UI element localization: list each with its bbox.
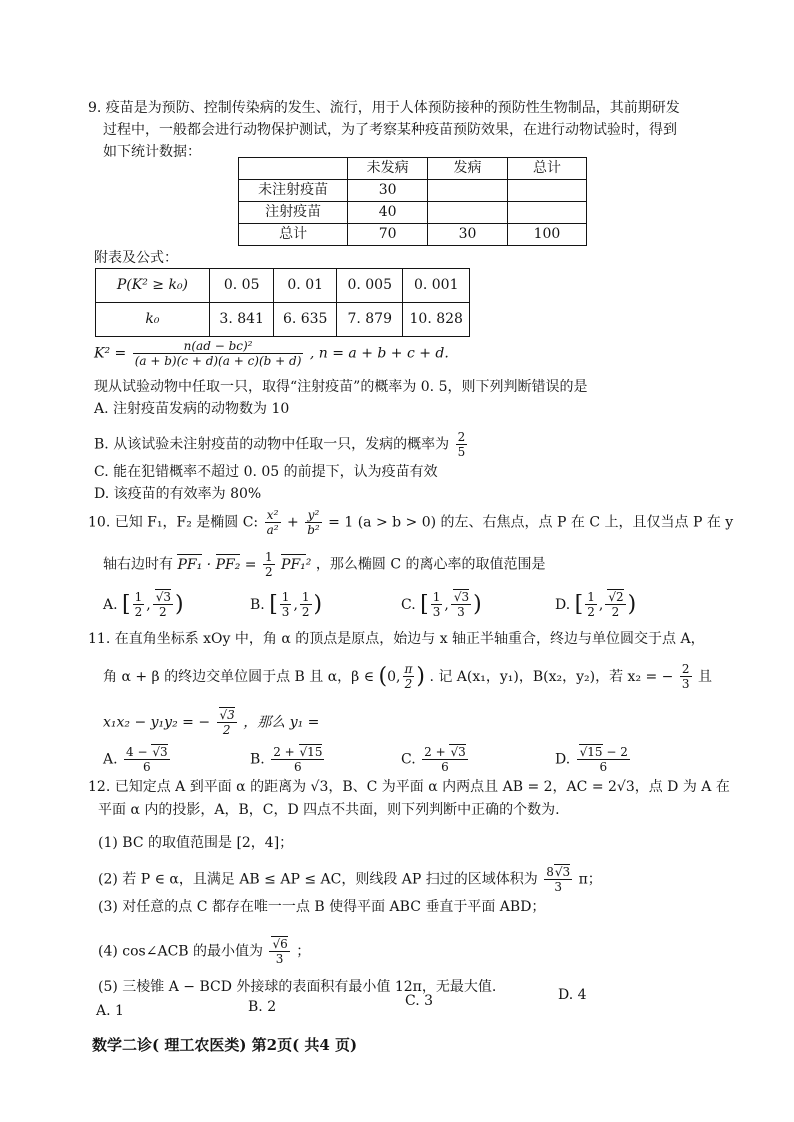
option-b-fraction: [456, 430, 468, 459]
table-row: [239, 224, 587, 246]
q9-option-d: D. 该疫苗的有效率为 80%: [94, 486, 262, 502]
page-footer: 数学二诊( 理工农医类) 第2页( 共4 页): [92, 1036, 358, 1054]
table-cell: [507, 202, 586, 224]
table-cell: 0. 05: [209, 269, 274, 303]
statement-2-tail: π；: [578, 871, 602, 888]
option-letter: B.: [250, 751, 265, 768]
q12-statement-5: (5) 三棱锥 A − BCD 外接球的表面积有最小值 12π，无最大值.: [98, 979, 497, 995]
table-cell: 30: [428, 224, 508, 246]
q11-line1: 11. 在直角坐标系 xOy 中，角 α 的顶点是原点，始边与 x 轴正半轴重合，终边与单位圆交于点 A，: [88, 631, 705, 647]
q11-line2-part3: 且: [697, 668, 712, 685]
q11-line2: 角 α + β 的终边交单位圆于点 B 且 α，β ∈ (0, $\frac{\pi}{2}$ ) . 记 A(x₁，y₁)，B(x₂，y₂)，若 x₂ = − $\frac{2}{3}$ 且: [103, 662, 712, 692]
table-header-cell: 发病: [428, 158, 508, 180]
table-cell: 70: [348, 224, 428, 246]
q12-option-b: B. 2: [248, 999, 277, 1015]
formula-fraction: [133, 339, 304, 368]
ellipse-x-term: $\frac{\text{x²}}{\text{a²}}$: [266, 508, 279, 537]
table-cell: 未注射疫苗: [239, 180, 348, 202]
option-letter: D.: [555, 751, 571, 768]
q9-line1: 9. 疫苗是为预防、控制传染病的发生、流行，用于人体预防接种的预防性生物制品，其前期研发: [88, 100, 680, 116]
table-cell: [507, 180, 586, 202]
q10-option-b: B. [ $\frac{1}{3}$ , $\frac{1}{2}$ ): [250, 590, 323, 620]
q10-option-d: D. [ $\frac{1}{2}$ , $\frac{√2}{2}$ ): [555, 590, 637, 620]
table-cell: [428, 202, 508, 224]
option-letter: C.: [401, 751, 416, 768]
option-letter: C.: [401, 596, 416, 613]
q11-option-d: D. $\frac{√15 - 2}{6}$: [555, 745, 628, 774]
table-row: [96, 269, 470, 303]
q10-line2: [103, 550, 546, 579]
table-cell: [428, 180, 508, 202]
q12-option-d: D. 4: [558, 987, 587, 1003]
table-cell: 0. 01: [274, 269, 337, 303]
table-cell: 总计: [239, 224, 348, 246]
table-cell: 0. 005: [336, 269, 402, 303]
q11-option-c: C. $\frac{2 + √3}{6}$: [401, 745, 466, 774]
table-row: [239, 180, 587, 202]
table-cell: 6. 635: [274, 303, 337, 337]
q12-statement-3: (3) 对任意的点 C 都存在唯一一点 B 使得平面 ABC 垂直于平面 ABD；: [98, 899, 546, 915]
option-letter: D.: [555, 596, 571, 613]
q12-option-c: C. 3: [405, 993, 434, 1009]
q9-stats-table: [238, 157, 587, 246]
table-header-cell: 未发病: [348, 158, 428, 180]
q10-line2-suffix: ，那么椭圆 C 的离心率的取值范围是: [315, 556, 546, 573]
statement-2-text: (2) 若 P ∈ α，且满足 AB ≤ AP ≤ AC，则线段 AP 扫过的区域体积为: [98, 871, 538, 888]
table-header-cell: [239, 158, 348, 180]
q9-stem: 现从试验动物中任取一只，取得“注射疫苗”的概率为 0. 5，则下列判断错误的是: [94, 379, 588, 395]
q9-line3: 如下统计数据：: [103, 144, 201, 160]
option-letter: B.: [250, 596, 265, 613]
table-cell: 30: [348, 180, 428, 202]
table-header-cell: 总计: [507, 158, 586, 180]
q10-line2-prefix: 轴右边时有: [103, 556, 173, 573]
q11-option-b: B. $\frac{2 + √15}{6}$: [250, 745, 323, 774]
table-row: [239, 202, 587, 224]
table-cell: 0. 001: [403, 269, 470, 303]
q11-line3-part2: ，那么 y₁ =: [243, 714, 320, 731]
fraction-denominator: 5: [457, 445, 466, 459]
q10-option-a: A. [ $\frac{1}{2}$ , $\frac{√3}{2}$ ): [103, 590, 184, 620]
statement-4-text: (4) cos∠ACB 的最小值为: [98, 943, 264, 960]
statement-4-tail: ；: [296, 943, 311, 960]
q9-line2: 过程中，一般都会进行动物保护测试，为了考察某种疫苗预防效果，在进行动物试验时，得到: [103, 122, 677, 138]
q12-option-a: A. 1: [96, 1003, 124, 1019]
table-cell: 7. 879: [336, 303, 402, 337]
q9-option-a: A. 注射疫苗发病的动物数为 10: [94, 401, 290, 417]
q10-text-part2: = 1 (a > b > 0) 的左、右焦点，点 P 在 C 上，且仅当点 P 在 y: [328, 514, 734, 531]
half-fraction: $\frac{1}{2}$: [264, 550, 273, 579]
q9-option-c: C. 能在犯错概率不超过 0. 05 的前提下，认为疫苗有效: [94, 464, 438, 480]
formula-denominator: (a + b)(c + d)(a + c)(b + d): [134, 354, 302, 368]
q10-line1: 10. 已知 F₁，F₂ 是椭圆 C: $\frac{\text{x²}}{\text{a²}}$ + $\frac{\text{y²}}{\text{b²}}$ = 1 (a > b > 0) 的左、右焦点，点 P 在 C 上，且仅当点 P 在 y: [88, 508, 734, 537]
q12-line2: 平面 α 内的投影，A，B，C，D 四点不共面，则下列判断中正确的个数为.: [98, 802, 560, 818]
q12-statement-4: (4) cos∠ACB 的最小值为 $\frac{√6}{3}$ ；: [98, 937, 311, 966]
q12-statement-1: (1) BC 的取值范围是 [2，4]；: [98, 835, 294, 851]
option-letter: A.: [103, 751, 118, 768]
q9-reference-table: [95, 268, 470, 337]
q9-option-b: [94, 430, 469, 459]
q9-formula: [94, 339, 449, 368]
q9-appendix-label: 附表及公式：: [94, 250, 178, 266]
table-cell: 100: [507, 224, 586, 246]
formula-lhs: K² =: [94, 345, 127, 362]
table-cell: k₀: [96, 303, 210, 337]
option-b-text: B. 从该试验未注射疫苗的动物中任取一只，发病的概率为: [94, 436, 450, 453]
q10-text-part1: 10. 已知 F₁，F₂ 是椭圆 C:: [88, 514, 259, 531]
fraction-numerator: 2: [457, 430, 466, 444]
vector-squared: PF₁²: [281, 556, 312, 573]
table-cell: P(K² ≥ k₀): [96, 269, 210, 303]
formula-tail: , n = a + b + c + d.: [309, 345, 449, 362]
formula-numerator: n(ad − bc)²: [133, 339, 304, 354]
q12-line1: 12. 已知定点 A 到平面 α 的距离为 √3，B、C 为平面 α 内两点且 AB = 2，AC = 2√3，点 D 为 A 在: [88, 779, 730, 795]
q11-line2-part1: 角 α + β 的终边交单位圆于点 B 且 α，β ∈: [103, 668, 375, 685]
table-cell: 注射疫苗: [239, 202, 348, 224]
q11-line3: x₁x₂ − y₁y₂ = − $\frac{√3}{2}$ ，那么 y₁ =: [103, 708, 320, 737]
table-row: [96, 303, 470, 337]
table-cell: 40: [348, 202, 428, 224]
option-letter: A.: [103, 596, 118, 613]
q11-option-a: A. $\frac{4 - √3}{6}$: [103, 745, 168, 774]
table-cell: 3. 841: [209, 303, 274, 337]
vector-expression: PF₁ · PF₂ =: [177, 556, 261, 573]
ellipse-y-term: $\frac{\text{y²}}{\text{b²}}$: [307, 508, 320, 537]
q11-line3-part1: x₁x₂ − y₁y₂ = −: [103, 714, 211, 731]
q12-statement-2: (2) 若 P ∈ α，且满足 AB ≤ AP ≤ AC，则线段 AP 扫过的区域体积为 $\frac{8√3}{3}$ π；: [98, 865, 602, 894]
table-cell: 10. 828: [403, 303, 470, 337]
q11-line2-part2: . 记 A(x₁，y₁)，B(x₂，y₂)，若 x₂ = −: [429, 668, 674, 685]
q10-option-c: C. [ $\frac{1}{3}$ , $\frac{√3}{3}$ ): [401, 590, 482, 620]
